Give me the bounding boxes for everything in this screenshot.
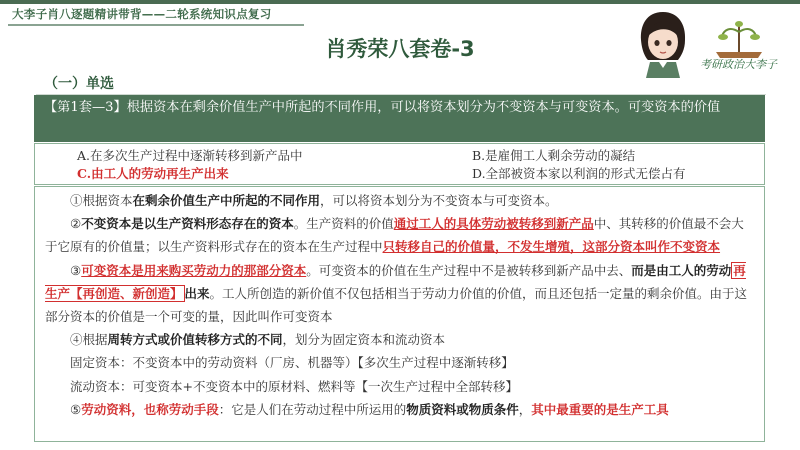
- text-bold: 物质资料或物质条件: [406, 401, 519, 417]
- text: 固定资本：不变资本中的劳动资料（厂房、机器等）【多次生产过程中逐渐转移】: [70, 355, 514, 371]
- text-red-underline: 只转移自己的价值量，不发生增殖，这部分资本叫作不变资本: [382, 239, 721, 255]
- section-label: （一）单选: [44, 76, 114, 92]
- text: ：它是人们在劳动过程中所运用的: [218, 401, 407, 417]
- text: 流动资本：可变资本+不变资本中的原材料、燃料等【一次生产过程中全部转移】: [70, 378, 518, 394]
- explanation-point-6: [45, 375, 756, 398]
- text: 中、其转移的价值最不会大于它原有的价值量；以生产资料形式存在的资本在生产过程中: [45, 216, 744, 255]
- text: ③: [70, 262, 82, 278]
- text-bold: 不变资本是以生产资料形态存在的资本: [81, 216, 294, 232]
- text: ，可以将资本划分为不变资本与可变资本。: [320, 193, 558, 208]
- text: ，划分为固定资本和流动资本: [282, 332, 446, 348]
- text-bold: 而是由工人的劳动: [631, 262, 732, 278]
- series-title: 大李子肖八逐题精讲带背——二轮系统知识点复习: [12, 7, 272, 21]
- text: 。生产资料的价值: [293, 216, 394, 232]
- explanation-point-3: [45, 259, 756, 329]
- question-box: [34, 95, 765, 142]
- text: 。工人所创造的新价值不仅包括相当于劳动力价值的价值，而且还包括一定量的剩余价值。由于这部分资本的价值是一个可变的量，因此叫作可变资本: [45, 285, 748, 325]
- text: ⑤: [70, 401, 82, 417]
- text-red: 其中最重要的是生产工具: [531, 401, 669, 417]
- option-b[interactable]: B.是雇佣工人剩余劳动的凝结: [472, 148, 636, 163]
- text-red-underline: 通过工人的具体劳动被转移到新产品: [393, 216, 594, 232]
- text: ①根据资本: [70, 193, 133, 208]
- explanation-point-4: [45, 328, 756, 351]
- explanation-point-7: [45, 398, 756, 421]
- explanation-box: [34, 186, 765, 442]
- brand-text: 考研政治大李子: [700, 58, 777, 71]
- explanation-point-2: [45, 212, 756, 258]
- question-text: 【第1套—3】根据资本在剩余价值生产中所起的不同作用，可以将资本划分为不变资本与可变资本。可变资本的价值: [44, 100, 721, 115]
- option-c-correct-answer[interactable]: C.由工人的劳动再生产出来: [77, 166, 229, 181]
- text-bold: 出来: [184, 285, 210, 301]
- text-red-boxed: 再生产【再创造、新创造】: [45, 262, 746, 301]
- text: 。可变资本的价值在生产过程中不是被转移到新产品中去、: [306, 262, 632, 278]
- text-bold: 在剩余价值生产中所起的不同作用: [132, 193, 321, 208]
- avatar: [632, 8, 694, 78]
- option-a[interactable]: A.在多次生产过程中逐渐转移到新产品中: [77, 148, 303, 163]
- series-title-underline: [8, 24, 304, 26]
- options-box: [34, 143, 765, 185]
- page-title: 肖秀荣八套卷-3: [325, 37, 475, 61]
- option-d[interactable]: D.全部被资本家以利润的形式无偿占有: [472, 166, 686, 181]
- text-red-underline: 可变资本是用来购买劳动力的那部分资本: [81, 262, 307, 278]
- text-red: 劳动资料，也称劳动手段: [81, 401, 219, 417]
- text: ②: [70, 216, 82, 232]
- explanation-point-1: [45, 189, 756, 212]
- text: ，: [518, 401, 532, 417]
- explanation-point-5: [45, 351, 756, 374]
- text-bold: 周转方式或价值转移方式的不同: [107, 332, 283, 348]
- top-accent-bar: [0, 0, 800, 4]
- text: ④根据: [70, 332, 108, 348]
